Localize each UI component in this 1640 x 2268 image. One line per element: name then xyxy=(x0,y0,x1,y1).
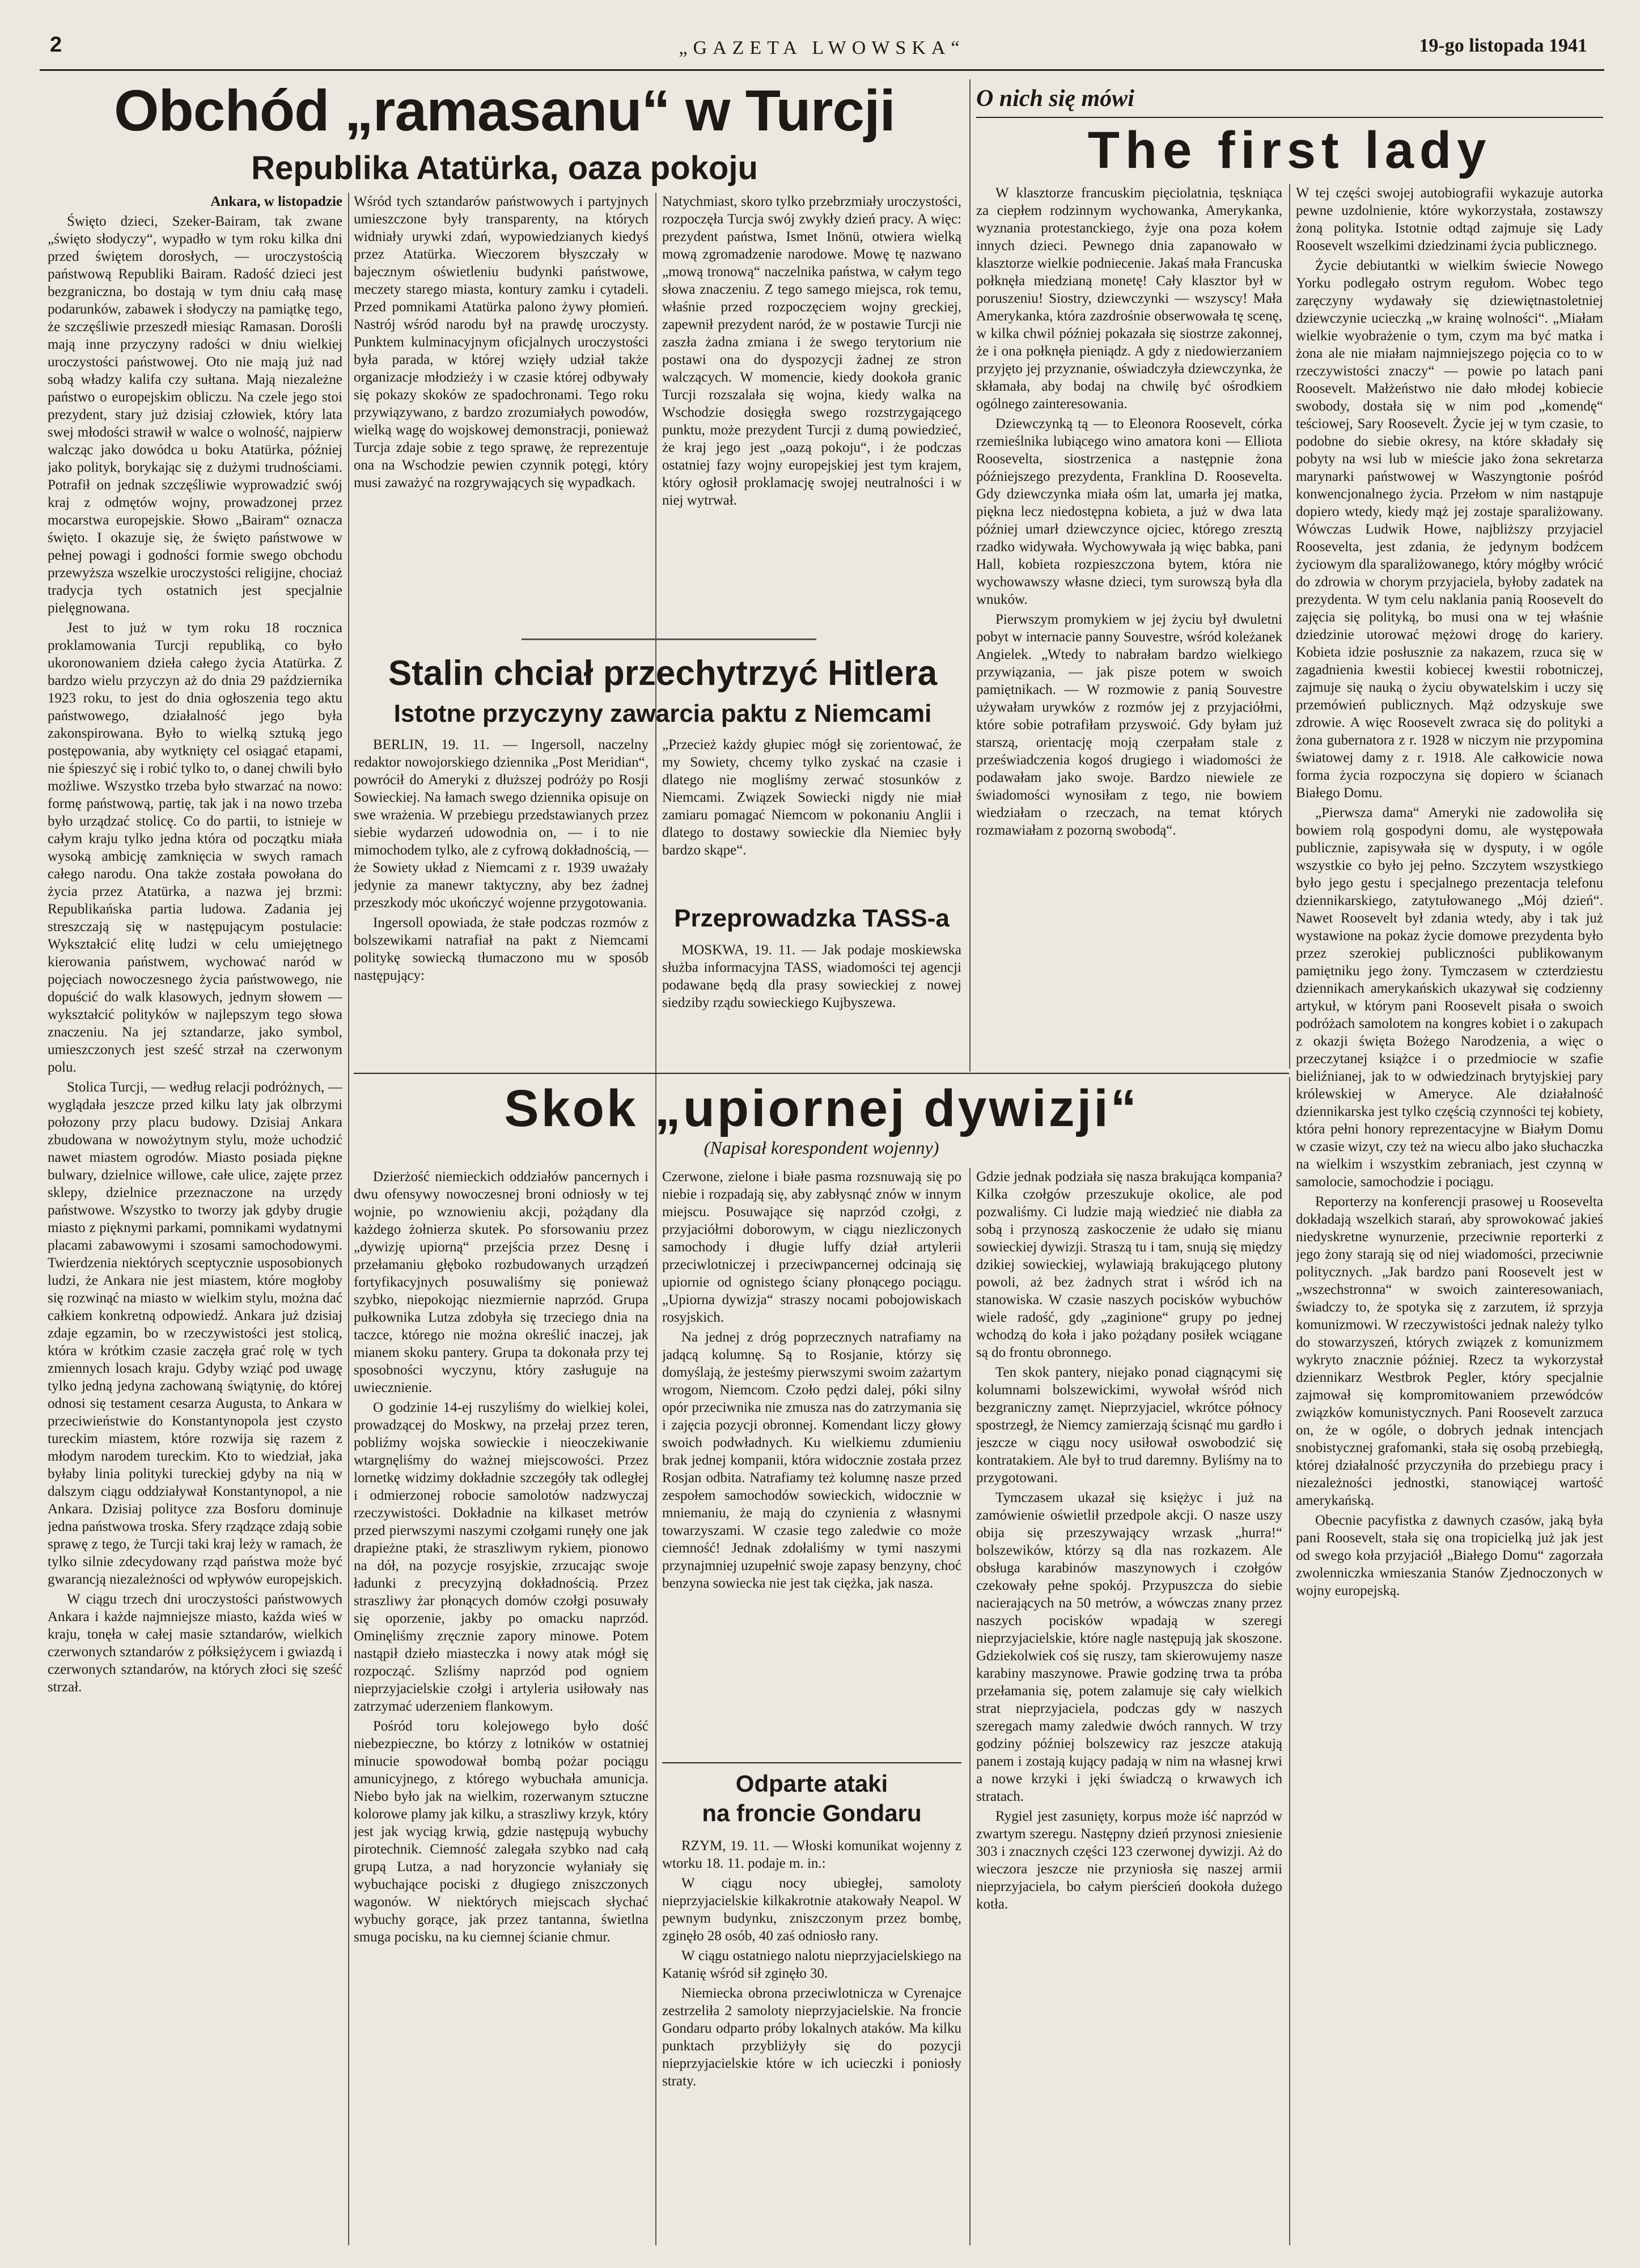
column-divider xyxy=(655,1168,656,2245)
paragraph: Ingersoll opowiada, że stałe podczas rozmów z bolszewikami natrafiał na pakt z Niemcami politykę sowiecką tłumaczono mu w sposób następujący: xyxy=(354,915,649,983)
paragraph: Reporterzy na konferencji prasowej u Roosevelta dokładają wszelkich starań, aby sprowokować jakieś niedyskretne wynurzenie, przeciwnie reporterki z jego żony starają się od niej wiadomości, przeciwnie politycznych. „Jak bardzo pani Roosevelt jest w „wszechstronna“ w swoich zainteresowaniach, świadczy to, że spotyka się z zarzutem, iż sprzyja komunizmowi. W rzeczywistości jednak należy tylko do stowarzyszeń, których związek z komunizmem wykryto znacznie później. Rzecz ta wykorzystał dziennikarz Westbrok Pegler, który specjalnie zajmował się kompromitowaniem przewódców związków komunistycznych. Pani Roosevelt zarzuca on, że w ogóle, o dobrych jednak intencjach snobistycznej grafomanki, stała się osobą przebiegłą, której działalność przyczyniła do przebiegu pracy i niezależności jednostki, stanowiącej wartość amerykańską. xyxy=(1296,1194,1603,1508)
turkey-headline: Obchód „ramasanu“ w Turcji xyxy=(114,78,895,143)
turkey-column-2 xyxy=(354,193,649,629)
paragraph: Święto dzieci, Szeker-Bairam, tak zwane „święto słodyczy“, wypadło w tym roku kilka dni przed świętem dorosłych, — uroczystością państwową Republiki Bairam. Radość dzieci jest bezgraniczna, bo dostają w tym dniu całą masę podarunków, zabawek i słodyczy na pamiątkę tego, że szczęśliwie przeszedł miesiąc Ramasan. Dorośli mają inne przyczyny radości w dniu wielkiej uroczystości państwowej. Oto nie mają już nad sobą władzy kalifa czy sułtana. Mają niezależne państwo o europejskim obliczu. Na czele jego stoi prezydent, stary już dzisiaj człowiek, który lata swej młodości strawił w walce o wolność, najpierw walcząc jako dowódca u boku Atatürka, później jako polityk, borykając się z dużymi trudnościami. Potrafił on jednak szczęśliwie wyprowadzić swój kraj z odmętów wojny, prowadzonej przez mocarstwa europejskie. Słowo „Bairam“ oznacza święto. I okazuje się, że święto państwowe w pełnej powagi i godności formie swego obchodu przewyższa wszelkie uroczystości religijne, chociaż tradycja tych ostatnich jest specjalnie pielęgnowana. xyxy=(48,214,342,616)
newspaper-name: „GAZETA LWOWSKA“ xyxy=(679,37,965,58)
first-lady-column-1 xyxy=(976,184,1282,1069)
dateline: Ankara, w listopadzie xyxy=(210,194,342,209)
gondar-headline-line-1: Odparte ataki xyxy=(735,1770,888,1797)
paragraph: Tymczasem ukazał się księżyc i już na zamówienie oświetlił przedpole akcji. O nasze uszy obija się przeszywający wrzask „hurra!“ bolszewików, którzy są dla nas rozkazem. Ale obsługa karabinów maszynowych i czołgów czekowały pełne spokój. Przypuszcza do siebie nacierających na 50 metrów, a wówczas znany przez naszych pocisków wpadają w szeregi nieprzyjacielskie, które nagle następują jak skoszone. Gdziekolwiek coś się ruszy, tam skierowujemy nasze karabiny maszynowe. Prawie godzinę trwa ta próba przełamania się, potem zalamuje się cały wielkich strat nieprzyjaciela, podczas gdy w naszych szeregach mamy zaledwie dwóch rannych. W trzy godziny później bolszewicy raz jeszcze atakują panem i zostają kujący padają w nim na własnej krwi a nowe krzyki i jęki świadczą o krwawych ich stratach. xyxy=(976,1490,1282,1804)
paragraph: O godzinie 14-ej ruszyliśmy do wielkiej kolei, prowadzącej do Moskwy, na przełaj przez teren, pobliźmy wojska sowieckie i nieoczekiwanie wtargnęliśmy do ważnej miejscowości. Przez lornetkę widzimy dokładnie szczegóły tak odległej i odmierzonej robocie samolotów nadzwyczaj rzeczywistości. Dokładnie na kilkaset metrów przed pierwszymi naszymi czołgami runęły one jak drapieżne ptaki, że straszliwym rykiem, pionowo na dół, na pozycje rosyjskie, zrzucając swoje ładunki z precyzyjną dokładnością. Przez straszliwy żar płonących domów czołgi posuwały się oporzenie, jakby po omacku naprzód. Ominęliśmy zręcznie zapory minowe. Potem nastąpił dzieło miasteczka i nowy atak mógł się rozpocząć. Szliśmy naprzód pod ogniem nieprzyjacielskie czołgi i artyleria usiłowały nas zatrzymać uderzeniem flankowym. xyxy=(354,1400,649,1714)
ornament-divider xyxy=(522,638,816,640)
stalin-column-2 xyxy=(662,736,961,895)
paragraph: Ten skok pantery, niejako ponad ciągnącymi się kolumnami bolszewickimi, wywołał wśród nich bezgraniczny zamęt. Nieprzyjaciel, wkrótce północy spostrzegł, że Niemcy zamierzają ścisnąć mu gardło i jeszcze w ciągu nocy usiłował oswobodzić się kontratakiem. Ale był to trud daremny. Byliśmy na to przygotowani. xyxy=(976,1365,1282,1486)
paragraph: Życie debiutantki w wielkim świecie Nowego Yorku podlegało ostrym regułom. Wobec tego zaręczyny wydawały się dziewiętnastoletniej dziewczynie ucieczką „w krainę wolności“. „Miałam wielkie wyobrażenie o tym, czym ma być matka i żona ale nie miałam najmniejszego pojęcia co to w rzeczywistości znaczy“ — powie po latach pani Roosevelt. Małżeństwo nie dało młodej kobiecie swobody, dostała się w nim pod „komendę“ teściowej, Sary Roosevelt. Życie jej w tym czasie, to podobne do siebie okresy, na które składały się pobyty na wsi lub w mieście jako żona sekretarza marynarki państwowej w Waszyngtonie pośród konwencjonalnego życia. Przełom w nim nastąpuje dopiero wtedy, kiedy mąż jej zostaje sparaliżowany. Wówczas Ludwik Howe, najbliższy przyjaciel Roosevelta, jest zdania, że jedynym bodźcem życiowym dla sparaliżowanego, który mógłby wrócić do zdrowia w chorym przyjaciela, byłoby zadatek na prezydenta. W tym celu naklania panią Roosevelt do zajęcia się polityką, bo musi ona w tej właśnie dziedzinie utorować mężowi drogę do kariery. Kobieta idzie posłusznie za nakazem, rzuca się w zagadnienia kwestii kobiecej kwestii robotniczej, zajmuje się nauką o życiu obywatelskim i uczy się przemówień publicznych. Mąż odzyskuje swe zdrowie. A więc Roosevelt zwraca się do polityki a żona gubernatora z r. 1928 w niczym nie przypomina światowej damy z r. 1918. Ale całkowicie nowa forma życia rozpoczyna się dopiero w ścianach Białego Domu. xyxy=(1296,258,1603,801)
paragraph: Natychmiast, skoro tylko przebrzmiały uroczystości, rozpoczęła Turcja swój zwykły dzień pracy. A więc: prezydent państwa, Ismet Inönü, otwiera wielką mową zgromadzenie narodowe. Mowę tę nazwano „mową tronową“ naczelnika państwa, w całym tego słowa znaczeniu. Z tego samego miejsca, rok temu, właśnie przed rozpoczęciem wojny greckiej, zapewnił prezydent naród, że w postawie Turcji nie zaszła żadna zmiana i że swego terytorium nie postawi ona do dyspozycji żadnej ze stron walczących. W momencie, kiedy dookoła granic Turcji rozszalała się wojna, kiedy walka na Wschodzie dosięgła swego rozstrzygającego punktu, może prezydent Turcji z dumą powiedzieć, że kraj jego jest „oazą pokoju“, i że podczas ostatniej fazy wojny europejskiej jest tym krajem, który ogłosił proklamację swojej neutralności i w niej wytrwał. xyxy=(662,194,961,508)
paragraph: Pierwszym promykiem w jej życiu był dwuletni pobyt w internacie panny Souvestre, wśród koleżanek Angielek. „Wtedy to nabrałam bardzo wielkiego przywiązania, — jak pisze potem w swoich pamiętnikach. — W rozmowie z panią Souvestre używałam urywków z rozmów jej z przyjaciółmi, które sobie potrafiłam przyswoić. Gdy byłam już starszą, orientację moją czerpałam stale z przeświadczenia kogoś drugiego i wiadomości że podawałam jako swoje. Bardzo niewiele ze świadomości wynosiłam z tego, nie bowiem wiedziałam o rzeczach, na temat których rozmawiałam z pozorną swobodą“. xyxy=(976,612,1282,838)
paragraph: Stolica Turcji, — według relacji podróżnych, — wyglądała jeszcze przed kilku laty jak olbrzymi połozony przy placu budowy. Dzisiaj Ankara zbudowana w nowożytnym stylu, może uchodzić nawet miastem ogrodów. Miasto posiada piękne bulwary, dzielnice willowe, całe ulice, zajęte przez sklepy, dzielnice przeznaczone na urzędy państwowe. Wszystko to tworzy jak gdyby drugie miasto z pięknymi parkami, pomnikami wydatnymi placami zabawowymi i szosami samochodowymi. Twierdzenia niektórych sceptycznie usposobionych ludzi, że Ankara nie jest miastem, które mogłoby się rozwinąć na miasto w wielkim stylu, można dać całkiem konkretną odpowiedź. Ankara już dzisiaj zdaje egzamin, bo w rzeczywistości jest stolicą, która w krótkim czasie zaczęła grać rolę w tych zmiennych losach kraju. Gdyby wziąć pod uwagę tylko jedną jedyna zachowaną świątynię, do której odnosi się testament cesarza Augusta, to Ankara w przeciwieństwie do Konstantynopola jest czysto tureckim miastem, które rozwija się razem z młodym narodem tureckim. Kto to wiedział, jaka byłaby linia polityki tureckiej gdyby na nią w dalszym ciągu oddziaływał Konstantynopol, a nie Ankara. Dzisiaj polityce zza Bosforu dominuje jedna państwowa troska. Sfery rządzące zdają sobie sprawę z tego, że Turcji taki kraj leży w ramach, że tylko silnie zdecydowany rząd państwa może być gwarancją niezależności od wpływów europejskich. xyxy=(48,1080,342,1587)
first-lady-headline: The first lady xyxy=(1087,121,1492,179)
paragraph: W ciągu ostatniego nalotu nieprzyjacielskiego na Katanię wśród sił zginęło 30. xyxy=(662,1948,961,1981)
paragraph: RZYM, 19. 11. — Włoski komunikat wojenny z wtorku 18. 11. podaje m. in.: xyxy=(662,1838,961,1871)
first-lady-column-2 xyxy=(1296,184,1603,2245)
turkey-column-3 xyxy=(662,193,961,629)
paragraph: Gdzie jednak podziała się nasza brakująca kompania? Kilka czołgów przeszukuje okolice, ale pod pozwaliśmy. Ci ludzie mają wiedzieć nie diabła za sobą i przynoszą zaskoczenie że udało się mianu sowieckiej dywizji. Straszą tu i tam, snują się między dzikiej sowieckiej, wylawiają brakującego plutony powoli, aż bez żadnych strat i wśród ich na stanowiska. W czasie naszych pocisków wybuchów wiele radość, gdy „zaginione“ grupy po jednej wchodzą do koła i jako pożądany posiłek wciągane są do frontu obronnego. xyxy=(976,1169,1282,1360)
turkey-subheadline: Republika Atatürka, oaza pokoju xyxy=(251,150,758,187)
paragraph: Jest to już w tym roku 18 rocznica proklamowania Turcji republiką, co było ukoronowaniem dzieła całego życia Atatürka. Z bardzo wielu przyczyn aż do dnia 29 października 1923 roku, to jest do dnia ogłoszenia tego aktu państwowego, działalność jego była zakonspirowana. Było to wielką sztuką jego postępowania, aby wytknięty cel osiągać etapami, nie śpieszyć się i robić tylko to, o danej chwili było możliwe. Wszystko trzeba było stwarzać na nowo: formę państwową, partię, tak jak i na nowo trzeba było urządzać stolicę. Co do partii, to istnieje w całym kraju tylko jedna która od początku miała wysoką ambicję zamknięcia w swych ramach całego narodu. Ona także została powołana do życia przez Atatürka, a nazwa jej brzmi: Republikańska partia ludowa. Zadania jej streszczają się w następującym postulacie: Wykształcić elitę ludzi w celu umiejętnego kierowania państwem, wychować naród w pojęciach nowoczesnego życia państwowego, nie dopuścić do walk klasowych, jednym słowem — wykształcić polityków w najlepszym tego słowa znaczeniu. Na jej sztandarze, jako symbol, umieszczonych jest sześć strzał na czerwonym polu. xyxy=(48,620,342,1075)
division-column-3 xyxy=(976,1168,1282,2245)
paragraph: Czerwone, zielone i białe pasma rozsnuwają się po niebie i rozpadają się, aby zabłysnąć znów w innym miejscu. Posuwające się naprzód czołgi, z przyjaciółmi doborowym, w ciągu niezliczonych samochody i długie luffy dział artylerii przeciwlotniczej i przeciwpancernej odcinają się upiornie od ognistego ściany płonącego pociągu. „Upiorna dywizja“ straszy nocami pobojowiskach rosyjskich. xyxy=(662,1169,961,1325)
paragraph: Niemiecka obrona przeciwlotnicza w Cyrenajce zestrzeliła 2 samoloty nieprzyjacielskie. Na froncie Gondaru odparto próby lokalnych ataków. Ma kilku punktach przybliżyły się do pozycji nieprzyjacielskie które w ich ucieczki i poniosły straty. xyxy=(662,1986,961,2089)
division-byline: (Napisał korespondent wojenny) xyxy=(704,1137,939,1158)
column-divider xyxy=(1289,1077,1290,2245)
first-lady-kicker: O nich się mówi xyxy=(976,86,1134,112)
paragraph: Obecnie pacyfistka z dawnych czasów, jaką była pani Roosevelt, stała się ona tropicielką już jak jest od swego koła przyjaciół „Białego Domu“ zagorzała zwolenniczka wmieszania Stanów Zjednoczonych w wojny europejską. xyxy=(1296,1513,1603,1598)
issue-date: 19-go listopada 1941 xyxy=(1419,35,1587,56)
paragraph: W ciągu nocy ubiegłej, samoloty nieprzyjacielskie kilkakrotnie atakowały Neapol. W pewnym budynku, zniszczonym przez bombę, zginęło 28 osób, 40 zaś odniosło rany. xyxy=(662,1876,961,1944)
paragraph: MOSKWA, 19. 11. — Jak podaje moskiewska służba informacyjna TASS, wiadomości tej agencji podawane będą dla prasy sowieckiej z nowej siedziby rządu sowieckiego Kujbyszewa. xyxy=(662,942,961,1010)
paragraph: W tej części swojej autobiografii wykazuje autorka pewne uzdolnienie, które wykorzystała, zostawszy żoną polityka. Istotnie odtąd zajmuje się Lady Roosevelt wszelkimi dziedzinami życia publicznego. xyxy=(1296,185,1603,253)
tass-body xyxy=(662,941,961,1060)
stalin-subheadline: Istotne przyczyny zawarcia paktu z Niemcami xyxy=(393,700,932,727)
stalin-headline: Stalin chciał przechytrzyć Hitlera xyxy=(388,654,938,693)
paragraph: W klasztorze francuskim pięciolatnia, tęskniąca za ciepłem rodzinnym wychowanka, Amerykanka, wyznania protestanckiego, żyje ona poza kołem innych dzieci. Pewnego dnia zapanowało w klasztorze wielkie podniecenie. Jakaś mała Francuska połknęła miedzianą monetę! Cały klasztor był w poruszeniu! Siostry, dziewczynki — wszyscy! Mała Amerykanka, która zazdrośnie obserwowała tę scenę, w kilka chwil później pokazała się siostrze zakonnej, że i ona połknęła pieniądz. A gdy z niedowierzaniem przyjęto jej przyznanie, oświadczyła dziewczynka, że skłamała, aby bodaj na chwilę być ośrodkiem ogólnego zainteresowania. xyxy=(976,185,1282,412)
paragraph: Dzierżość niemieckich oddziałów pancernych i dwu ofensywy nowoczesnej broni odniosły w tej wojnie, po wznowieniu akcji, pożądany dla każdego żołnierza skutek. Po sforsowaniu przez „dywizję upiorną“ przejścia przez Desnę i przełamaniu głęboko rozbudowanych urządzeń fortyfikacyjnych posuwaliśmy się ponieważ szybko, niepokojąc niezmiernie naprzód. Grupa pułkownika Lutza zdobyła się trzeciego dnia na taczce, którego nie można określić inaczej, jak mianem skoku pantery. Grupa ta dokonała przy tej sposobności wyczynu, który zasługuje na uwiecznienie. xyxy=(354,1169,649,1395)
column-divider xyxy=(969,1168,971,2245)
division-column-1 xyxy=(354,1168,649,2245)
paragraph: W ciągu trzech dni uroczystości państwowych Ankara i każde najmniejsze miasto, każda wieś w kraju, tonęła w całej masie sztandarów, wielkich czerwonych sztandarów z półksiężycem i gwiazdą i czerwonych sztandarów, na których złoci się sześć strzał. xyxy=(48,1592,342,1695)
stalin-column-1 xyxy=(354,736,649,1059)
section-rule xyxy=(354,1073,1289,1074)
paragraph: BERLIN, 19. 11. — Ingersoll, naczelny redaktor nowojorskiego dziennika „Post Meridian“, powrócił do Ameryki z dłuższej podróży po Rosji Sowieckiej. Na łamach swego dziennika opisuje on swe wrażenia. W przebiegu przedstawianych przez siebie wydarzeń udowodnia on, — i to nie mimochodem tylko, ale z cyfrową dokładnością, — że Sowiety układ z Niemcami z r. 1939 uważały jedynie za manewr taktyczny, aby bez żadnej przeszkody móc ukończyć wojenne przygotowania. xyxy=(354,737,649,911)
gondar-headline-line-2: na froncie Gondaru xyxy=(702,1800,922,1826)
paragraph: „Pierwsza dama“ Ameryki nie zadowoliła się bowiem rolą gospodyni domu, ale występowała publicznie, zapisywała się w dysputy, i w ogóle wszystkie co było jej pełno. Szczytem wszystkiego było jego gestu i specjalnego prezentacja telefonu dziennikarskiego, zatytułowanego „Mój dzień“. Nawet Roosevelt był zdania wtedy, aby i tak już wystawione na pokaz życie domowe prezydenta było przez szerokiej publiczności publikowanym pamiętniku jego żony. Tymczasem w czterdziestu dziennikach amerykańskich ukazywał się codzienny artykuł, w którym pani Roosevelt pisała o swoich podróżach samolotem na kongres kobiet i o zakupach z okazji święta Bożego Narodzenia, a więc o przeczytanej książce i o przedmiocie w szafie bieliźnianej, jak to w odwiedzinach brytyjskiej pary królewskiej w Ameryce. Ale działalność dziennikarska jest tylko częścią czynności tej kobiety, która pełni honory reprezentacyjne w Białym Domu w czasie wizyt, czy też na wiecu albo jako słuchaczka na wielkim i wszystkim zebraniach, jest czynną w samolocie, samochodzie i pociągu. xyxy=(1296,805,1603,1190)
division-headline: Skok „upiornej dywizji“ xyxy=(504,1080,1139,1137)
turkey-column-1 xyxy=(48,193,342,2245)
tass-headline: Przeprowadzka TASS-a xyxy=(674,904,950,932)
masthead-rule xyxy=(40,69,1604,71)
paragraph: Na jednej z dróg poprzecznych natrafiamy na jadącą kolumnę. Są to Rosjanie, którzy się domyślają, że jesteśmy pierwszymi swoim zażartym wrogom, Niemcom. Czoło pędzi dalej, póki silny opór przeciwnika nie zmusza nas do zatrzymania się i zajęcia pozycji obronnej. Komendant liczy głowy swoich podwładnych. Ku wielkiemu zdumieniu brak jednej kompanii, która widocznie została przez Rosjan odbita. Natrafiamy też kolumnę nasze przed zespołem samochodów sowieckich, widocznie w mniemaniu, że mają do czynienia z własnymi towarzyszami. W czasie tego zaledwie co może ciemność! Jednak zdołaliśmy w tymi naszymi przynajmniej uzupełnić swoje zapasy benzyny, choć benzyna sowiecka nie jest tak ciężka, jak nasza. xyxy=(662,1330,961,1591)
paragraph: Dziewczynką tą — to Eleonora Roosevelt, córka rzemieślnika lubiącego wino amatora koni — Elliota Roosevelta, siostrzenica a następnie żona późniejszego prezydenta, Franklina D. Roosevelta. Gdy dziewczynka miała ośm lat, umarła jej matka, piękna lecz niedostępna kobieta, a już w dwa lata później umarł dziewczynce ojciec, którego zresztą rzadko widywała. Wychowywała ją więc babka, pani Hall, kobieta rozpieszczona bytem, która nie wychowawszy własne dzieci, tym surowszą była dla wnuków. xyxy=(976,416,1282,607)
paragraph: Wśród tych sztandarów państwowych i partyjnych umieszczone były transparenty, na których widniały urywki zdań, wypowiedzianych kiedyś przez Atatürka. Wieczorem błyszczały w bajecznym oświetleniu budynki państwowe, meczety starego miasta, kontury zamku i cytadeli. Przed pomnikami Atatürka palono żywy płomień. Nastrój wśród narodu był na prawdę uroczysty. Punktem kulminacyjnym oficjalnych uroczystości była parada, w której wzięły udział także organizacje młodzieży i w czasie której odbywały się pokazy skoków ze spadochronami. Tego roku przywiązywano, z bardzo zrozumiałych powodów, wielką wagę do wojskowej demonstracji, ponieważ Turcja zdaje sobie z tego sprawę, że reprezentuje ona na Wschodzie pewien czynnik potęgi, który musi zaważyć na rozgrywających się wypadkach. xyxy=(354,194,649,490)
paragraph: Rygiel jest zasunięty, korpus może iść naprzód w zwartym szeregu. Następny dzień przynosi zniesienie 303 i znacznych części 123 czerwonej dywizji. Aż do wieczora jeszcze nie przyniosła się naszej armii nieprzyjaciela, bo całym pierścień dookoła dużego kotła. xyxy=(976,1809,1282,1912)
column-divider xyxy=(1289,184,1290,1069)
kicker-rule xyxy=(976,117,1603,118)
division-column-2a xyxy=(662,1168,961,1758)
column-divider xyxy=(969,79,971,1072)
paragraph: „Przecież każdy głupiec mógł się zorientować, że my Sowiety, chcemy tylko zyskać na czasie i dlatego nie mogliśmy zerwać stosunków z Niemcami. Związek Sowiecki nigdy nie miał zamiaru pomagać Niemcom w pokonaniu Anglii i dlatego to dostawy sowieckie dla Niemiec były bardzo skąpe“. xyxy=(662,737,961,858)
paragraph: Pośród toru kolejowego było dość niebezpieczne, bo którzy z lotników w ostatniej minucie spowodował bombą pożar pociągu amunicyjnego, z którego wybuchała amunicja. Niebo było jak na wielkim, rozerwanym sztuczne kolorowe plamy jak kilku, a straszliwy krzyk, który jest jak wyciąg krwią, gdzie następują wybuchy pirotechnik. Ciemność zalegała szybko nad całą grupą Lutza, a nad horyzoncie wyłaniały się wybuchające pociski z długiego zniszczonych wagonów. W niektórych miejscach słychać wybuchy gorące, jak przez tantanna, świetlna smuga pocisku, na ku ciemnej ścianie chmur. xyxy=(354,1719,649,1945)
page-number: 2 xyxy=(50,33,62,57)
column-divider xyxy=(348,193,349,2245)
gondar-body xyxy=(662,1837,961,2245)
section-rule xyxy=(662,1762,961,1763)
